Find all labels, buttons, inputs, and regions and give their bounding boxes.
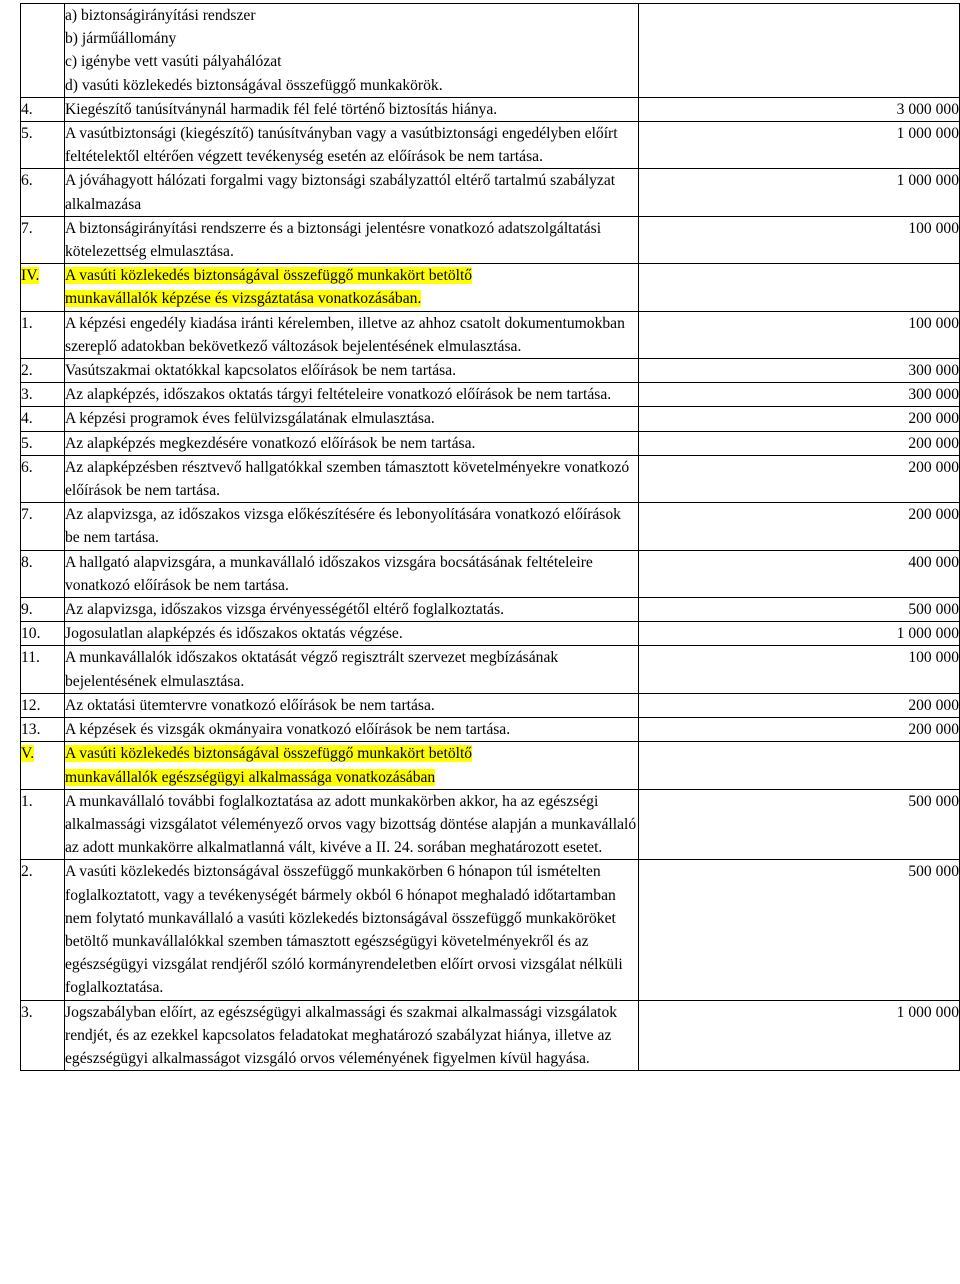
table-row	[21, 169, 960, 216]
row-amount: 400 000	[639, 550, 960, 597]
list-item: b) járműállomány	[65, 30, 177, 48]
section-title-line: A vasúti közlekedés biztonságával összefüggő munkakört betöltő	[65, 745, 473, 763]
row-number: 6.	[21, 169, 65, 216]
row-amount: 200 000	[639, 431, 960, 455]
table-row	[21, 646, 960, 693]
table-row	[21, 550, 960, 597]
row-description: Az alapképzés, időszakos oktatás tárgyi feltételeire vonatkozó előírások be nem tartása.	[65, 383, 639, 407]
row-number: 6.	[21, 455, 65, 502]
row-number: 11.	[21, 646, 65, 693]
table-row	[21, 4, 960, 98]
row-number: 8.	[21, 550, 65, 597]
row-description: A képzési programok éves felülvizsgálatának elmulasztása.	[65, 407, 639, 431]
row-description: A munkavállaló további foglalkoztatása az adott munkakörben akkor, ha az egészségi alkalmassági vizsgálatot véleményező orvos vagy bizottság döntése alapján a munkavállaló az adott munkakörre alkalmatlanná vált, kivéve a II. 24. sorában meghatározott esetet.	[65, 789, 639, 860]
list-item: a) biztonságirányítási rendszer	[65, 7, 256, 24]
table-row	[21, 622, 960, 646]
row-number	[21, 4, 65, 98]
row-description: A képzések és vizsgák okmányaira vonatkozó előírások be nem tartása.	[65, 718, 639, 742]
table-row	[21, 97, 960, 121]
row-number: 4.	[21, 407, 65, 431]
table-row	[21, 718, 960, 742]
row-amount: 500 000	[639, 860, 960, 1000]
row-amount: 1 000 000	[639, 622, 960, 646]
row-amount: 1 000 000	[639, 169, 960, 216]
row-number: 4.	[21, 97, 65, 121]
row-number: 7.	[21, 503, 65, 550]
section-title-line: A vasúti közlekedés biztonságával összefüggő munkakört betöltő	[65, 267, 473, 285]
section-title-line: munkavállalók egészségügyi alkalmassága vonatkozásában	[65, 768, 436, 786]
row-amount	[639, 4, 960, 98]
table-row	[21, 122, 960, 169]
row-amount: 200 000	[639, 407, 960, 431]
row-description	[65, 4, 639, 98]
row-description: Jogosulatlan alapképzés és időszakos oktatás végzése.	[65, 622, 639, 646]
table-row	[21, 598, 960, 622]
table-row	[21, 407, 960, 431]
table-row	[21, 216, 960, 263]
row-description: Az alapvizsga, időszakos vizsga érvényességétől eltérő foglalkoztatás.	[65, 598, 639, 622]
row-amount: 1 000 000	[639, 1000, 960, 1071]
table-row	[21, 455, 960, 502]
row-number: 3.	[21, 383, 65, 407]
row-amount: 200 000	[639, 718, 960, 742]
table-row	[21, 1000, 960, 1071]
row-number: 13.	[21, 718, 65, 742]
section-title-line: munkavállalók képzése és vizsgáztatása vonatkozásában.	[65, 290, 422, 308]
row-number: 5.	[21, 122, 65, 169]
row-description: A hallgató alapvizsgára, a munkavállaló időszakos vizsgára bocsátásának feltételeire vonatkozó előírások be nem tartása.	[65, 550, 639, 597]
row-number: 7.	[21, 216, 65, 263]
row-number: 3.	[21, 1000, 65, 1071]
row-number: 2.	[21, 860, 65, 1000]
table-row	[21, 789, 960, 860]
row-amount: 3 000 000	[639, 97, 960, 121]
section-header-row	[21, 264, 960, 311]
section-title	[65, 742, 639, 789]
list-item: d) vasúti közlekedés biztonságával összefüggő munkakörök.	[65, 76, 443, 94]
table-row	[21, 383, 960, 407]
row-description: A képzési engedély kiadása iránti kérelemben, illetve az ahhoz csatolt dokumentumokban szereplő adatokban bekövetkező változások bejelentésének elmulasztása.	[65, 311, 639, 358]
penalty-table	[20, 3, 960, 1071]
row-amount: 200 000	[639, 455, 960, 502]
table-row	[21, 860, 960, 1000]
row-description: Vasútszakmai oktatókkal kapcsolatos előírások be nem tartása.	[65, 359, 639, 383]
list-item: c) igénybe vett vasúti pályahálózat	[65, 53, 282, 71]
row-description: A biztonságirányítási rendszerre és a biztonsági jelentésre vonatkozó adatszolgáltatási kötelezettség elmulasztása.	[65, 216, 639, 263]
section-number: V.	[21, 742, 65, 789]
row-number: 1.	[21, 311, 65, 358]
table-row	[21, 693, 960, 717]
row-amount: 1 000 000	[639, 122, 960, 169]
row-description: A vasúti közlekedés biztonságával összefüggő munkakörben 6 hónapon túl ismételten foglalkoztatott, vagy a tevékenységét bármely okból 6 hónapot meghaladó időtartamban nem folytató munkavállaló a vasúti közlekedés biztonságával összefüggő munkaköröket betöltő munkavállalókkal szemben támasztott egészségügyi követelményekről és az egészségügyi vizsgálat rendjéről szóló kormányrendeletben előírt orvosi vizsgálat nélküli foglalkoztatása.	[65, 860, 639, 1000]
row-description: Kiegészítő tanúsítványnál harmadik fél felé történő biztosítás hiánya.	[65, 97, 639, 121]
row-amount: 100 000	[639, 216, 960, 263]
table-row	[21, 311, 960, 358]
row-description: Az oktatási ütemtervre vonatkozó előírások be nem tartása.	[65, 693, 639, 717]
row-description: Az alapvizsga, az időszakos vizsga előkészítésére és lebonyolítására vonatkozó előírások be nem tartása.	[65, 503, 639, 550]
section-header-row	[21, 742, 960, 789]
row-amount: 500 000	[639, 789, 960, 860]
row-amount: 300 000	[639, 359, 960, 383]
row-amount: 200 000	[639, 503, 960, 550]
row-description: Jogszabályban előírt, az egészségügyi alkalmassági és szakmai alkalmassági vizsgálatok rendjét, és az ezekkel kapcsolatos feladatokat meghatározó szabályzat hiánya, illetve az egészségügyi alkalmasságot vizsgáló orvos véleményének figyelmen kívül hagyása.	[65, 1000, 639, 1071]
row-amount: 200 000	[639, 693, 960, 717]
row-number: 10.	[21, 622, 65, 646]
row-description: Az alapképzés megkezdésére vonatkozó előírások be nem tartása.	[65, 431, 639, 455]
row-description: A vasútbiztonsági (kiegészítő) tanúsítványban vagy a vasútbiztonsági engedélyben előírt feltételektől eltérően végzett tevékenység esetén az előírások be nem tartása.	[65, 122, 639, 169]
row-number: 1.	[21, 789, 65, 860]
row-amount: 500 000	[639, 598, 960, 622]
section-title	[65, 264, 639, 311]
row-amount: 300 000	[639, 383, 960, 407]
section-number: IV.	[21, 264, 65, 311]
row-description: A jóváhagyott hálózati forgalmi vagy biztonsági szabályzattól eltérő tartalmú szabályzat alkalmazása	[65, 169, 639, 216]
row-number: 12.	[21, 693, 65, 717]
row-amount: 100 000	[639, 311, 960, 358]
table-row	[21, 359, 960, 383]
row-number: 2.	[21, 359, 65, 383]
row-description: Az alapképzésben résztvevő hallgatókkal szemben támasztott követelményekre vonatkozó előírások be nem tartása.	[65, 455, 639, 502]
row-description: A munkavállalók időszakos oktatását végző regisztrált szervezet megbízásának bejelentésének elmulasztása.	[65, 646, 639, 693]
row-amount: 100 000	[639, 646, 960, 693]
row-number: 9.	[21, 598, 65, 622]
row-number: 5.	[21, 431, 65, 455]
table-row	[21, 431, 960, 455]
table-row	[21, 503, 960, 550]
